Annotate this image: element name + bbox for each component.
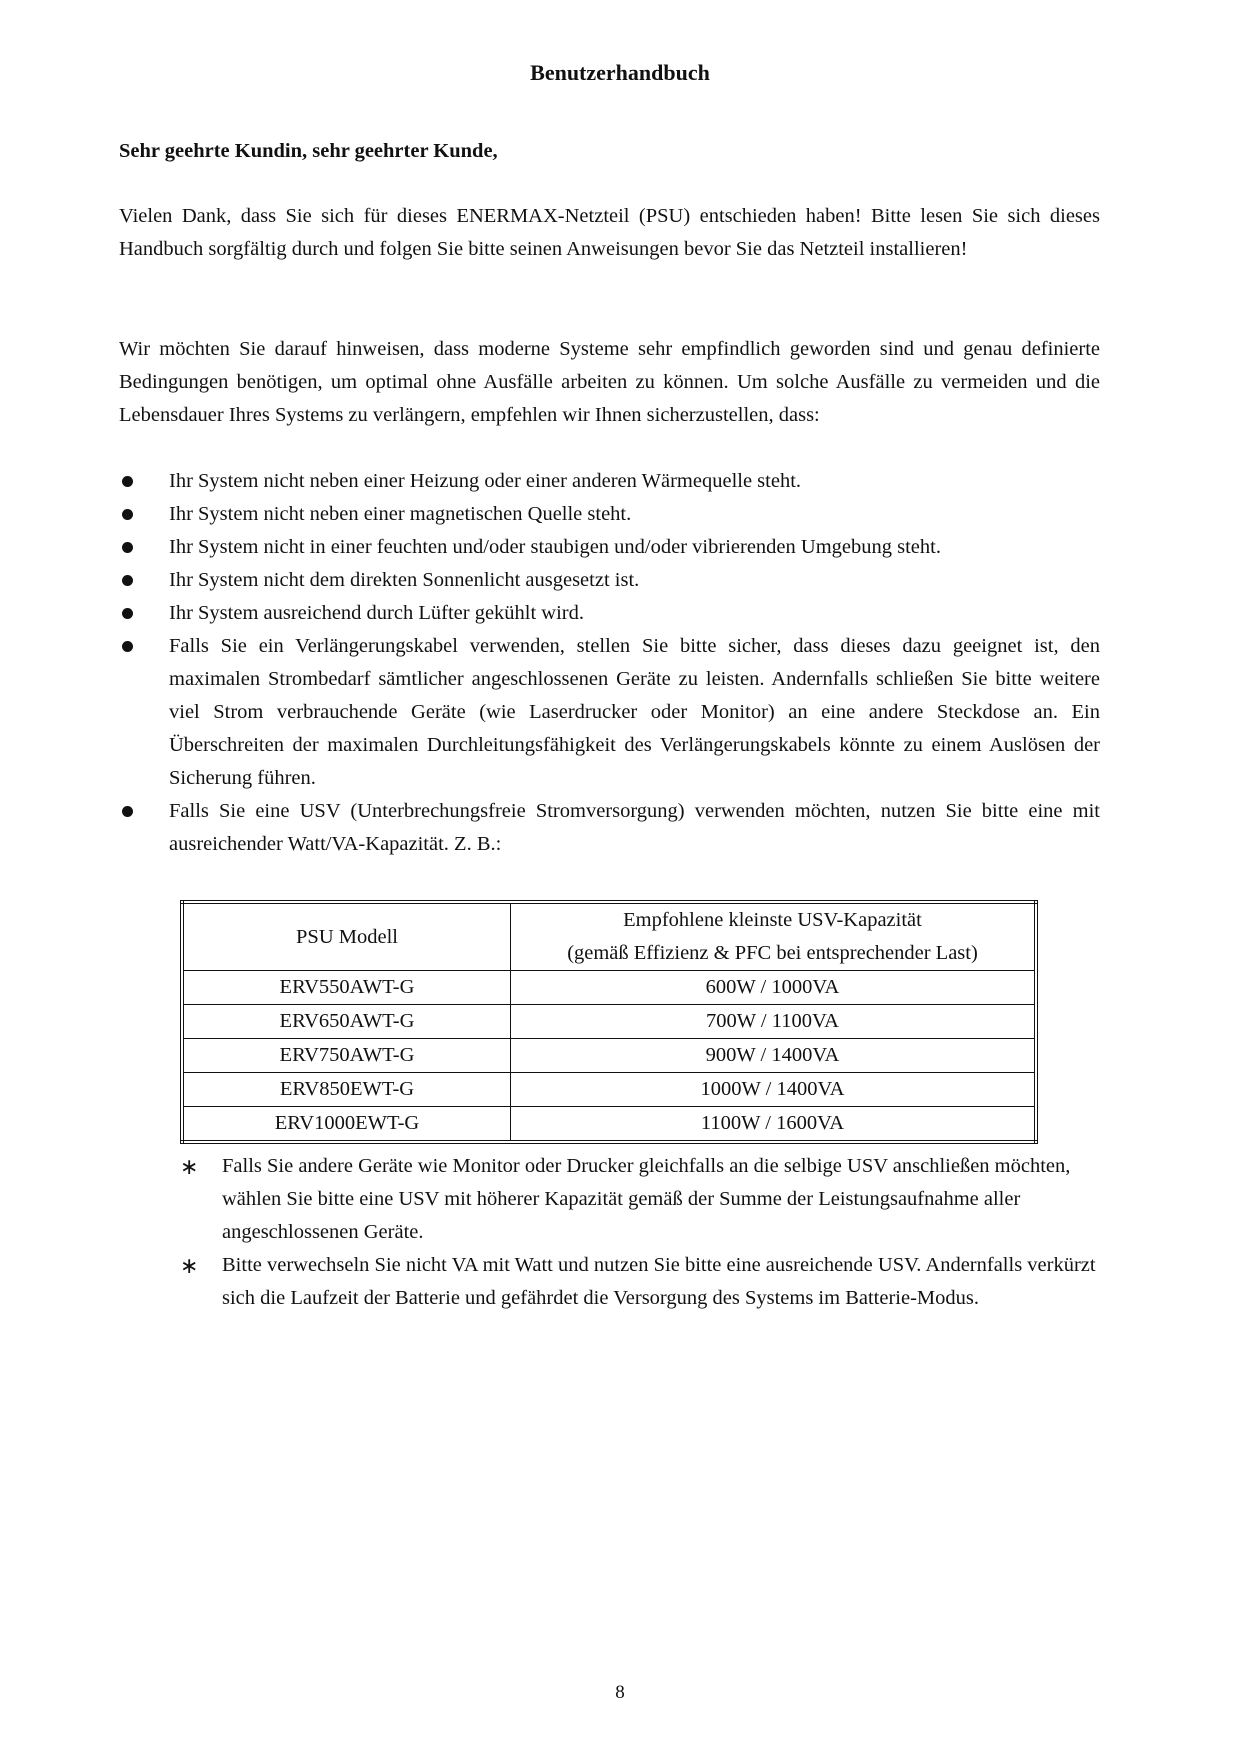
list-item-text: Falls Sie eine USV (Unterbrechungsfreie Stromversorgung) verwenden möchten, nutzen Sie bitte eine mit ausreichender Watt/VA-Kapazität. Z. B.: <box>169 800 1100 855</box>
list-item-text: Ihr System nicht neben einer Heizung oder einer anderen Wärmequelle steht. <box>169 470 802 492</box>
table-row <box>182 1039 1036 1073</box>
bullet-icon <box>122 608 133 619</box>
note-item <box>180 1249 1100 1315</box>
bullet-icon <box>122 575 133 586</box>
page-number: 8 <box>615 1682 625 1703</box>
list-item <box>119 597 1100 630</box>
list-item <box>119 795 1100 861</box>
note-item <box>180 1150 1100 1249</box>
table-row <box>182 1005 1036 1039</box>
list-item-text: Ihr System nicht neben einer magnetischen Quelle steht. <box>169 503 632 525</box>
list-item <box>119 465 1100 498</box>
cell-model: ERV650AWT-G <box>182 1005 511 1039</box>
list-item <box>119 630 1100 795</box>
cell-capacity: 600W / 1000VA <box>511 971 1037 1005</box>
table-header-row <box>182 902 1036 971</box>
intro-paragraph: Vielen Dank, dass Sie sich für dieses ENERMAX-Netzteil (PSU) entschieden haben! Bitte lesen Sie sich dieses Handbuch sorgfältig durch und folgen Sie bitte seinen Anweisungen bevor Sie das Netzteil installieren! <box>119 205 1100 260</box>
cell-capacity: 1000W / 1400VA <box>511 1073 1037 1107</box>
bullet-icon <box>122 806 133 817</box>
table-row <box>182 971 1036 1005</box>
header-model: PSU Modell <box>182 902 511 971</box>
bullet-icon <box>122 509 133 520</box>
cell-capacity: 900W / 1400VA <box>511 1039 1037 1073</box>
cell-model: ERV550AWT-G <box>182 971 511 1005</box>
notes-list <box>180 1150 1100 1315</box>
table-row <box>182 1107 1036 1143</box>
list-item-text: Falls Sie ein Verlängerungskabel verwenden, stellen Sie bitte sicher, dass dieses dazu geeignet ist, den maximalen Strombedarf sämtlicher angeschlossenen Geräte zu leisten. Andernfalls schließen Sie bitte weitere viel Strom verbrauchende Geräte (wie Laserdrucker oder Monitor) an eine andere Steckdose an. Ein Überschreiten der maximalen Durchleitungsfähigkeit des Verlängerungskabels könnte zu einem Auslösen der Sicherung führen. <box>169 635 1100 789</box>
table-row <box>182 1073 1036 1107</box>
note-text: Bitte verwechseln Sie nicht VA mit Watt und nutzen Sie bitte eine ausreichende USV. Andernfalls verkürzt sich die Laufzeit der Batterie und gefährdet die Versorgung des Systems im Batterie-Modus. <box>222 1254 1096 1309</box>
header-capacity-line2: (gemäß Effizienz & PFC bei entsprechender Last) <box>567 942 978 964</box>
asterisk-icon: ∗ <box>180 1253 199 1278</box>
list-item <box>119 531 1100 564</box>
salutation: Sehr geehrte Kundin, sehr geehrter Kunde, <box>119 140 498 162</box>
list-item <box>119 564 1100 597</box>
cell-model: ERV750AWT-G <box>182 1039 511 1073</box>
header-capacity-line1: Empfohlene kleinste USV-Kapazität <box>623 909 922 931</box>
header-capacity <box>511 902 1037 971</box>
cell-model: ERV850EWT-G <box>182 1073 511 1107</box>
list-item-text: Ihr System nicht in einer feuchten und/oder staubigen und/oder vibrierenden Umgebung steht. <box>169 536 941 558</box>
cell-capacity: 1100W / 1600VA <box>511 1107 1037 1143</box>
page-title: Benutzerhandbuch <box>530 60 710 85</box>
advice-paragraph: Wir möchten Sie darauf hinweisen, dass moderne Systeme sehr empfindlich geworden sind und genau definierte Bedingungen benötigen, um optimal ohne Ausfälle arbeiten zu können. Um solche Ausfälle zu vermeiden und die Lebensdauer Ihres Systems zu verlängern, empfehlen wir Ihnen sicherzustellen, dass: <box>119 338 1100 426</box>
cell-model: ERV1000EWT-G <box>182 1107 511 1143</box>
note-text: Falls Sie andere Geräte wie Monitor oder Drucker gleichfalls an die selbige USV anschließen möchten, wählen Sie bitte eine USV mit höherer Kapazität gemäß der Summe der Leistungsaufnahme aller angeschlossenen Geräte. <box>222 1155 1071 1243</box>
bullet-icon <box>122 641 133 652</box>
requirements-list <box>119 465 1100 861</box>
bullet-icon <box>122 476 133 487</box>
list-item-text: Ihr System ausreichend durch Lüfter gekühlt wird. <box>169 602 585 624</box>
bullet-icon <box>122 542 133 553</box>
list-item <box>119 498 1100 531</box>
asterisk-icon: ∗ <box>180 1154 199 1179</box>
ups-capacity-table <box>180 900 1038 1144</box>
cell-capacity: 700W / 1100VA <box>511 1005 1037 1039</box>
list-item-text: Ihr System nicht dem direkten Sonnenlicht ausgesetzt ist. <box>169 569 640 591</box>
